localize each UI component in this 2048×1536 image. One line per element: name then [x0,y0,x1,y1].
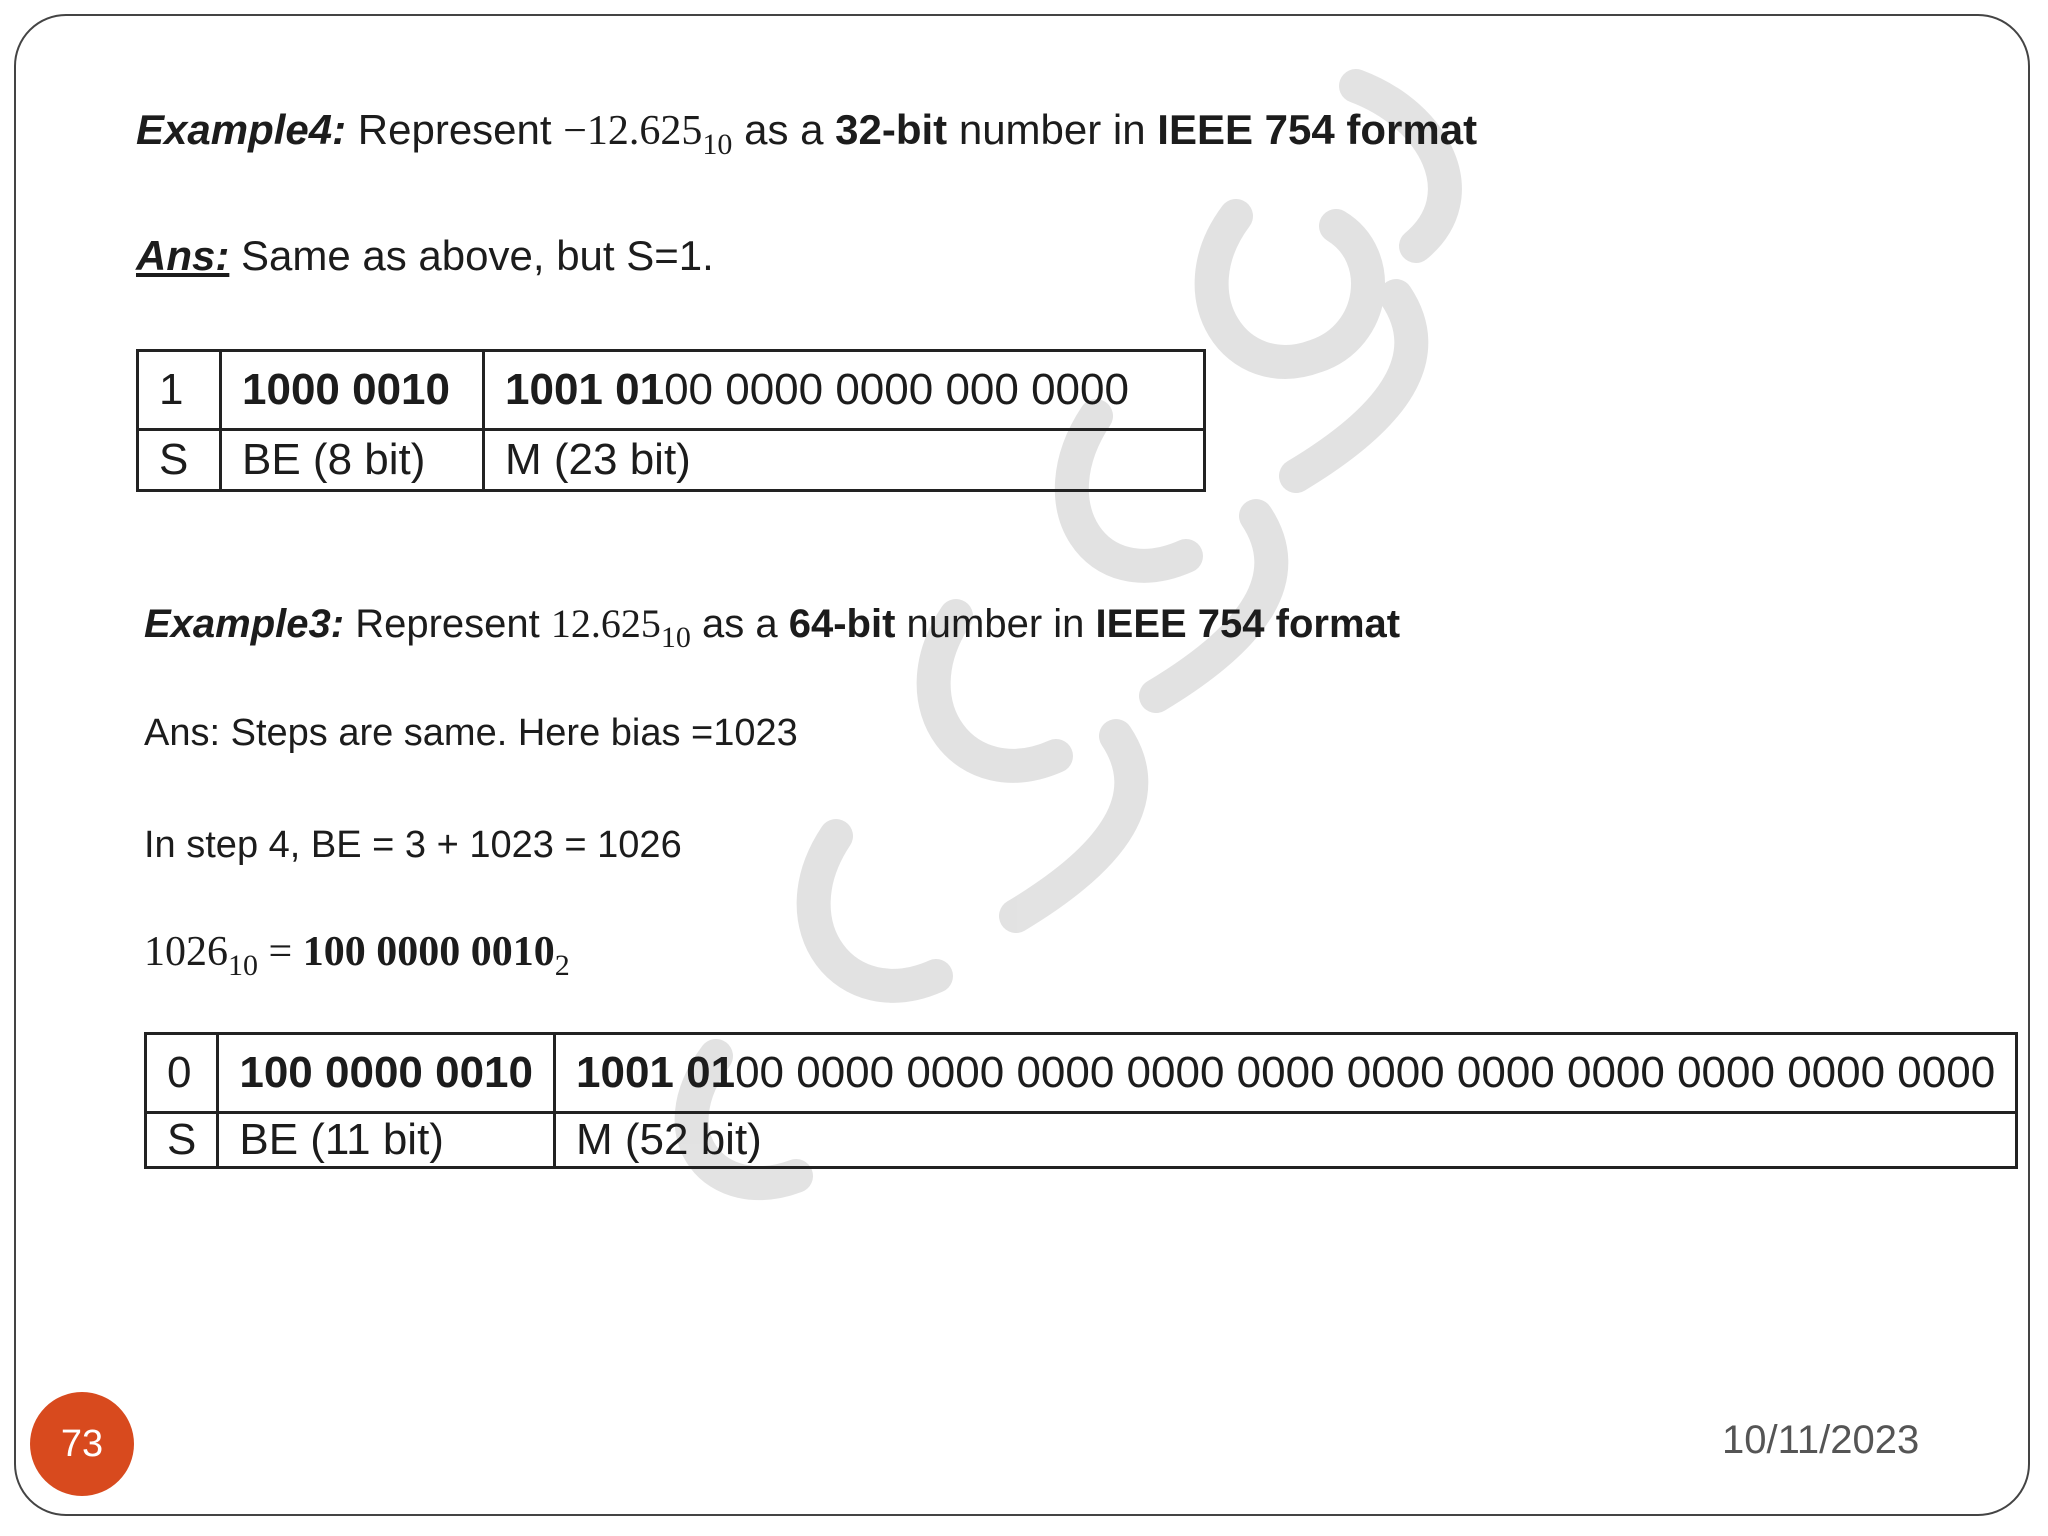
table-row-labels [146,1113,2017,1168]
example3-label: Example3: [144,602,345,646]
answer4-text: Same as above, but S=1. [229,232,714,279]
mantissa-bold-part: 1001 01 [505,365,665,414]
sign-bit-cell: 0 [146,1034,218,1113]
example3-text3: number in [895,602,1096,646]
exponent-label-cell: BE (8 bit) [221,430,484,491]
mantissa-cell [484,351,1205,430]
exponent-label-cell: BE (11 bit) [218,1113,555,1168]
example4-text2: as a [732,106,836,153]
biased-exponent-cell: 1000 0010 [221,351,484,430]
steps-line-1: Ans: Steps are same. Here bias =1023 [144,712,798,754]
example3-text2: as a [690,602,789,646]
table-row-values [146,1034,2017,1113]
example3-value: 12.625 [550,601,661,646]
slide-date: 10/11/2023 [1722,1418,1920,1462]
example4-base: 10 [702,128,733,161]
mantissa-cell [555,1034,2017,1113]
example3-bits: 64-bit [788,602,896,646]
example4-label: Example4: [136,106,347,153]
example4-value: −12.625 [563,108,703,154]
example4-bits: 32-bit [835,106,948,153]
equation-left: 1026 [144,929,228,975]
ieee754-32bit-table [136,349,1206,492]
sign-label-cell: S [146,1113,218,1168]
table-row-values [138,351,1205,430]
mantissa-label-cell: M (52 bit) [555,1113,2017,1168]
conversion-equation [144,928,570,982]
mantissa-rest: 00 0000 0000 0000 0000 0000 0000 0000 0000 0000 0000 0000 [735,1048,1996,1097]
example4-text1: Represent [346,106,564,153]
table-row-labels [138,430,1205,491]
mantissa-label-cell: M (23 bit) [484,430,1205,491]
example4-heading [136,106,1478,161]
equation-right: 100 0000 0010 [302,929,555,975]
sign-label-cell: S [138,430,221,491]
example3-format: IEEE 754 format [1095,602,1401,646]
answer4 [136,232,714,280]
mantissa-bold-part: 1001 01 [576,1048,736,1097]
example4-text3: number in [947,106,1158,153]
example3-base: 10 [660,621,691,654]
steps-line-2: In step 4, BE = 3 + 1023 = 1026 [144,824,682,866]
example3-text1: Represent [344,602,551,646]
page-number-badge: 73 [30,1392,134,1496]
equation-left-base: 10 [228,949,258,982]
ieee754-64bit-table [144,1032,2018,1169]
mantissa-rest: 00 0000 0000 000 0000 [664,365,1129,414]
example4-format: IEEE 754 format [1157,106,1478,153]
sign-bit-cell: 1 [138,351,221,430]
biased-exponent-cell: 100 0000 0010 [218,1034,555,1113]
example3-heading [144,600,1401,654]
equation-right-base: 2 [554,949,570,982]
answer4-label: Ans: [136,232,230,279]
equation-equals: = [258,929,303,975]
